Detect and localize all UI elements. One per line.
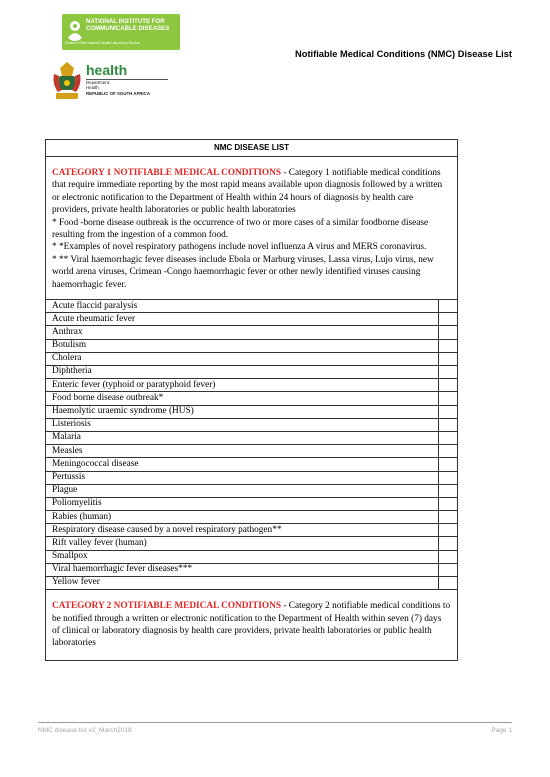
table-row (46, 392, 457, 405)
disease-name: Plague (46, 484, 439, 497)
health-line-department: Department: (86, 80, 111, 85)
table-row (46, 497, 457, 510)
table-row (46, 524, 457, 537)
disease-name: Acute rheumatic fever (46, 313, 439, 326)
disease-name: Smallpox (46, 550, 439, 563)
category1-title: CATEGORY 1 NOTIFIABLE MEDICAL CONDITIONS (52, 168, 282, 178)
footer-page-number: Page 1 (491, 727, 512, 734)
disease-checkbox-cell (439, 537, 458, 550)
category1-paragraph (52, 167, 451, 217)
table-row (46, 471, 457, 484)
disease-name: Food borne disease outbreak* (46, 392, 439, 405)
disease-name: Rabies (human) (46, 511, 439, 524)
category1-note-respiratory: * *Examples of novel respiratory pathogens include novel influenza A virus and MERS coronavirus. (52, 242, 427, 253)
table-row (46, 339, 457, 352)
nmc-disease-table (45, 139, 458, 661)
table-row (46, 484, 457, 497)
disease-name: Enteric fever (typhoid or paratyphoid fever) (46, 379, 439, 392)
health-line-health: Health (86, 85, 99, 91)
disease-checkbox-cell (439, 326, 458, 339)
table-row (46, 458, 457, 471)
disease-checkbox-cell (439, 313, 458, 326)
disease-checkbox-cell (439, 577, 458, 590)
disease-checkbox-cell (439, 524, 458, 537)
disease-checkbox-cell (439, 511, 458, 524)
disease-name: Pertussis (46, 471, 439, 484)
disease-checkbox-cell (439, 300, 458, 313)
disease-checkbox-cell (439, 366, 458, 379)
disease-name: Measles (46, 445, 439, 458)
table-row (46, 379, 457, 392)
table-row (46, 511, 457, 524)
disease-checkbox-cell (439, 458, 458, 471)
disease-checkbox-cell (439, 379, 458, 392)
disease-checkbox-cell (439, 471, 458, 484)
category1-description-block (46, 157, 457, 300)
disease-name: Botulism (46, 339, 439, 352)
disease-name: Anthrax (46, 326, 439, 339)
table-row (46, 418, 457, 431)
disease-checkbox-cell (439, 352, 458, 365)
table-row (46, 563, 457, 576)
table-row (46, 313, 457, 326)
disease-checkbox-cell (439, 497, 458, 510)
table-row (46, 550, 457, 563)
table-row (46, 577, 457, 590)
table-row (46, 326, 457, 339)
disease-checkbox-cell (439, 484, 458, 497)
nicd-name-line2: COMMUNICABLE DISEASES (86, 25, 170, 33)
page-footer (38, 722, 512, 734)
category1-note-vhf: * ** Viral haemorrhagic fever diseases include Ebola or Marburg viruses, Lassa virus, Lujo virus, new world arena viruses, Crimean -Congo haemorrhagic fever or other newly identified viruses causing haemorrhagic fever. (52, 254, 434, 290)
disease-checkbox-cell (439, 550, 458, 563)
health-department-logo (86, 62, 168, 96)
disease-name: Viral haemorrhagic fever diseases*** (46, 563, 439, 576)
nicd-logo (62, 14, 180, 50)
disease-name: Haemolytic uraemic syndrome (HUS) (46, 405, 439, 418)
table-row (46, 431, 457, 444)
disease-list (46, 300, 457, 590)
category1-note-food: * Food -borne disease outbreak is the occurrence of two or more cases of a similar foodborne disease resulting from the ingestion of a common food. (52, 217, 429, 241)
disease-checkbox-cell (439, 445, 458, 458)
category2-description: - Category 2 notifiable medical conditions to be notified through a written or electronic notification to the Department of Health within seven (7) days of clinical or laboratory diagnosis by health care providers, private health laboratories or public health laboratories (52, 601, 451, 649)
footer-doc-version: NMC disease list v2_March2018 (38, 727, 132, 734)
disease-name: Malaria (46, 431, 439, 444)
disease-name: Respiratory disease caused by a novel respiratory pathogen** (46, 524, 439, 537)
nicd-subtitle: Division of the National Health Laboratory Service (65, 41, 140, 45)
disease-name: Poliomyelitis (46, 497, 439, 510)
health-line-republic: REPUBLIC OF SOUTH AFRICA (86, 90, 150, 96)
nicd-name-line1: NATIONAL INSTITUTE FOR (86, 18, 165, 25)
disease-name: Meningococcal disease (46, 458, 439, 471)
document-title: Notifiable Medical Conditions (NMC) Disease List (295, 49, 512, 59)
category2-title: CATEGORY 2 NOTIFIABLE MEDICAL CONDITIONS (52, 601, 282, 612)
table-row (46, 537, 457, 550)
disease-name: Cholera (46, 352, 439, 365)
nicd-name (86, 18, 169, 32)
coat-of-arms-icon (50, 60, 84, 102)
disease-checkbox-cell (439, 392, 458, 405)
table-row (46, 300, 457, 313)
disease-checkbox-cell (439, 418, 458, 431)
table-heading: NMC DISEASE LIST (46, 140, 457, 157)
table-row (46, 366, 457, 379)
table-row (46, 352, 457, 365)
category2-description-block (46, 590, 457, 660)
disease-name: Yellow fever (46, 577, 439, 590)
disease-checkbox-cell (439, 339, 458, 352)
disease-name: Diphtheria (46, 366, 439, 379)
disease-checkbox-cell (439, 431, 458, 444)
disease-checkbox-cell (439, 405, 458, 418)
disease-name: Acute flaccid paralysis (46, 300, 439, 313)
table-row (46, 445, 457, 458)
disease-name: Listeriosis (46, 418, 439, 431)
health-wordmark: health (86, 62, 168, 80)
disease-name: Rift valley fever (human) (46, 537, 439, 550)
disease-checkbox-cell (439, 563, 458, 576)
category1-description: - Category 1 notifiable medical conditions that require immediate reporting by the most rapid means available upon diagnosis followed by a written or electronic notification to the Department of Health within 24 hours of diagnosis by health care providers, private health laboratories or public health laboratories (52, 168, 443, 216)
table-row (46, 405, 457, 418)
